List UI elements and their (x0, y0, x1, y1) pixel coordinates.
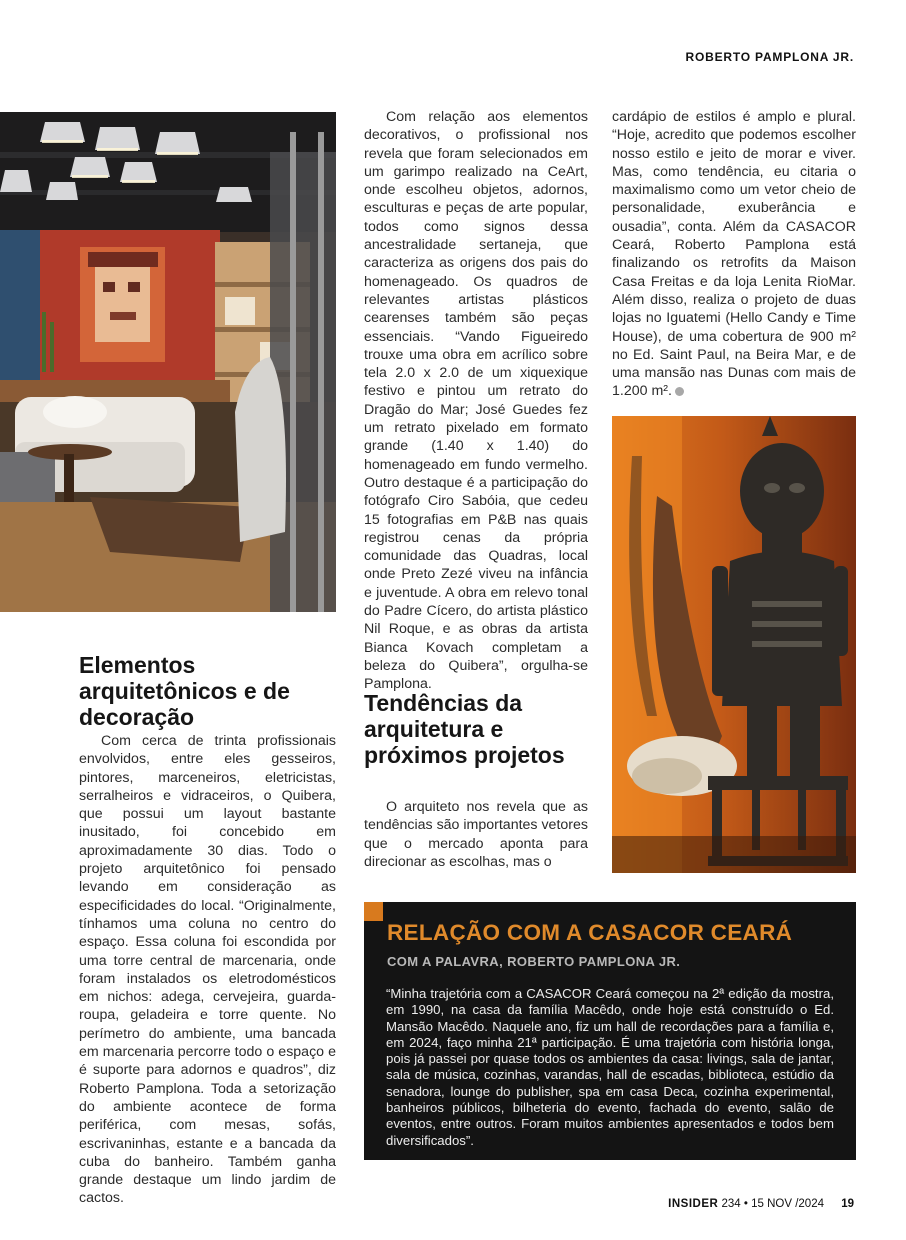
box-title: RELAÇÃO COM A CASACOR CEARÁ (387, 920, 793, 945)
column2-paragraph: Com relação aos elementos decorativos, o profissional nos revela que foram selecionados em um garimpo realizado na CeArt, onde escolheu objetos, adornos, esculturas e peças de arte popular, todos como signos dessa ancestralidade sertaneja, que caracteriza as origens dos pais do homenageado. Os quadros de relevantes artistas plásticos cearenses também são peças essenciais. “Vando Figueiredo trouxe uma obra em acrílico sobre tela 2.0 x 2.0 de um xiquexique festivo e pintou um retrato do Dragão do Mar; José Guedes fez um retrato pixelado em formato grande (1.40 x 1.40) do homenageado em fundo vermelho. Outro destaque é a participação do fotógrafo Ciro Sabóia, que cedeu 15 fotografias em P&B nas quais registrou cenas da própria comunidade das Quadras, local onde Preto Zezé viveu na infância e juventude. A obra em relevo tonal do Padre Cícero, do artista plástico Nil Roque, e as obras da artista Bianca Kovach completam a beleza do Quibera”, orgulha-se Pamplona. (364, 109, 588, 693)
interior-lounge-photo (0, 112, 336, 612)
footer-issue: 234 • 15 NOV /2024 (721, 1198, 824, 1210)
footer-magazine: INSIDER (668, 1198, 719, 1210)
section2-paragraph: O arquiteto nos revela que as tendências são importantes vetores que o mercado aponta para direcionar as escolhas, mas o (364, 799, 588, 870)
column2-body (364, 108, 588, 694)
end-mark-icon (675, 387, 684, 396)
box-subtitle: COM A PALAVRA, ROBERTO PAMPLONA JR. (387, 954, 681, 969)
section1-body (79, 732, 336, 1208)
column3-body (612, 108, 856, 401)
section1-paragraph: Com cerca de trinta profissionais envolvidos, entre eles gesseiros, pintores, marceneiros, eletricistas, serralheiros e vidraceiros, o Quibera, que possui um layout bastante inusitado, foi concebido em aproximadamente 30 dias. Todo o projeto arquitetônico foi pensado levando em consideração as especificidades do local. “Originalmente, tínhamos uma coluna no centro do espaço. Essa coluna foi escondida por uma torre central de marcenaria, onde foram instalados os eletrodomésticos em nichos: adega, cervejeira, guarda-roupa, geladeira e torre quente. No perímetro do ambiente, uma bancada em marcenaria percorre todo o espaço e é suporte para adornos e quadros”, diz Roberto Pamplona. Toda a setorização do ambiente acontece de forma periférica, com mesas, sofás, escrivaninhas, estante e a bancada da cuba do banheiro. Também ganha grande destaque um lindo jardim de cactos. (79, 733, 336, 1207)
column3-paragraph (612, 108, 856, 401)
box-accent-square (364, 902, 383, 921)
section-heading-trends: Tendências da arquitetura e próximos projetos (364, 690, 565, 768)
section2-body (364, 798, 588, 871)
sculpture-photo (612, 416, 856, 873)
page-footer (668, 1198, 854, 1210)
section-heading-elements: Elementos arquitetônicos e de decoração (79, 652, 290, 730)
author-header: ROBERTO PAMPLONA JR. (685, 50, 854, 64)
page-number: 19 (841, 1198, 854, 1210)
box-quote: “Minha trajetória com a CASACOR Ceará começou na 2ª edição da mostra, em 1990, na casa da família Macêdo, onde hoje está construído o Ed. Mansão Macêdo. Naquele ano, fiz um hall de recordações para a família e, em 2024, faço minha 21ª participação. É uma trajetória com história longa, pois já passei por quase todos os ambientes da casa: livings, sala de jantar, sala de música, cozinhas, varandas, hall de escadas, biblioteca, estúdio da senadora, lounge do publisher, spa em casa Deca, cozinha experimental, banheiros públicos, bilheteria do evento, fachada do evento, salão de eventos, entre outros. Foram muitos ambientes apresentados e todos bem diversificados”. (386, 986, 834, 1148)
column3-text: cardápio de estilos é amplo e plural. “Hoje, acredito que podemos escolher nosso estilo e jeito de morar e viver. Mas, como tendência, eu citaria o maximalismo como um vetor cheio de personalidade, exuberância e ousadia”, conta. Além da CASACOR Ceará, Roberto Pamplona está finalizando os retrofits da Maison Casa Freitas e da loja Lenita RioMar. Além disso, realiza o projeto de duas lojas no Iguatemi (Hello Candy e Time House), de uma cobertura de 900 m² no Ed. Saint Paul, na Beira Mar, e de uma mansão nas Dunas com mais de 1.200 m². (612, 109, 856, 400)
